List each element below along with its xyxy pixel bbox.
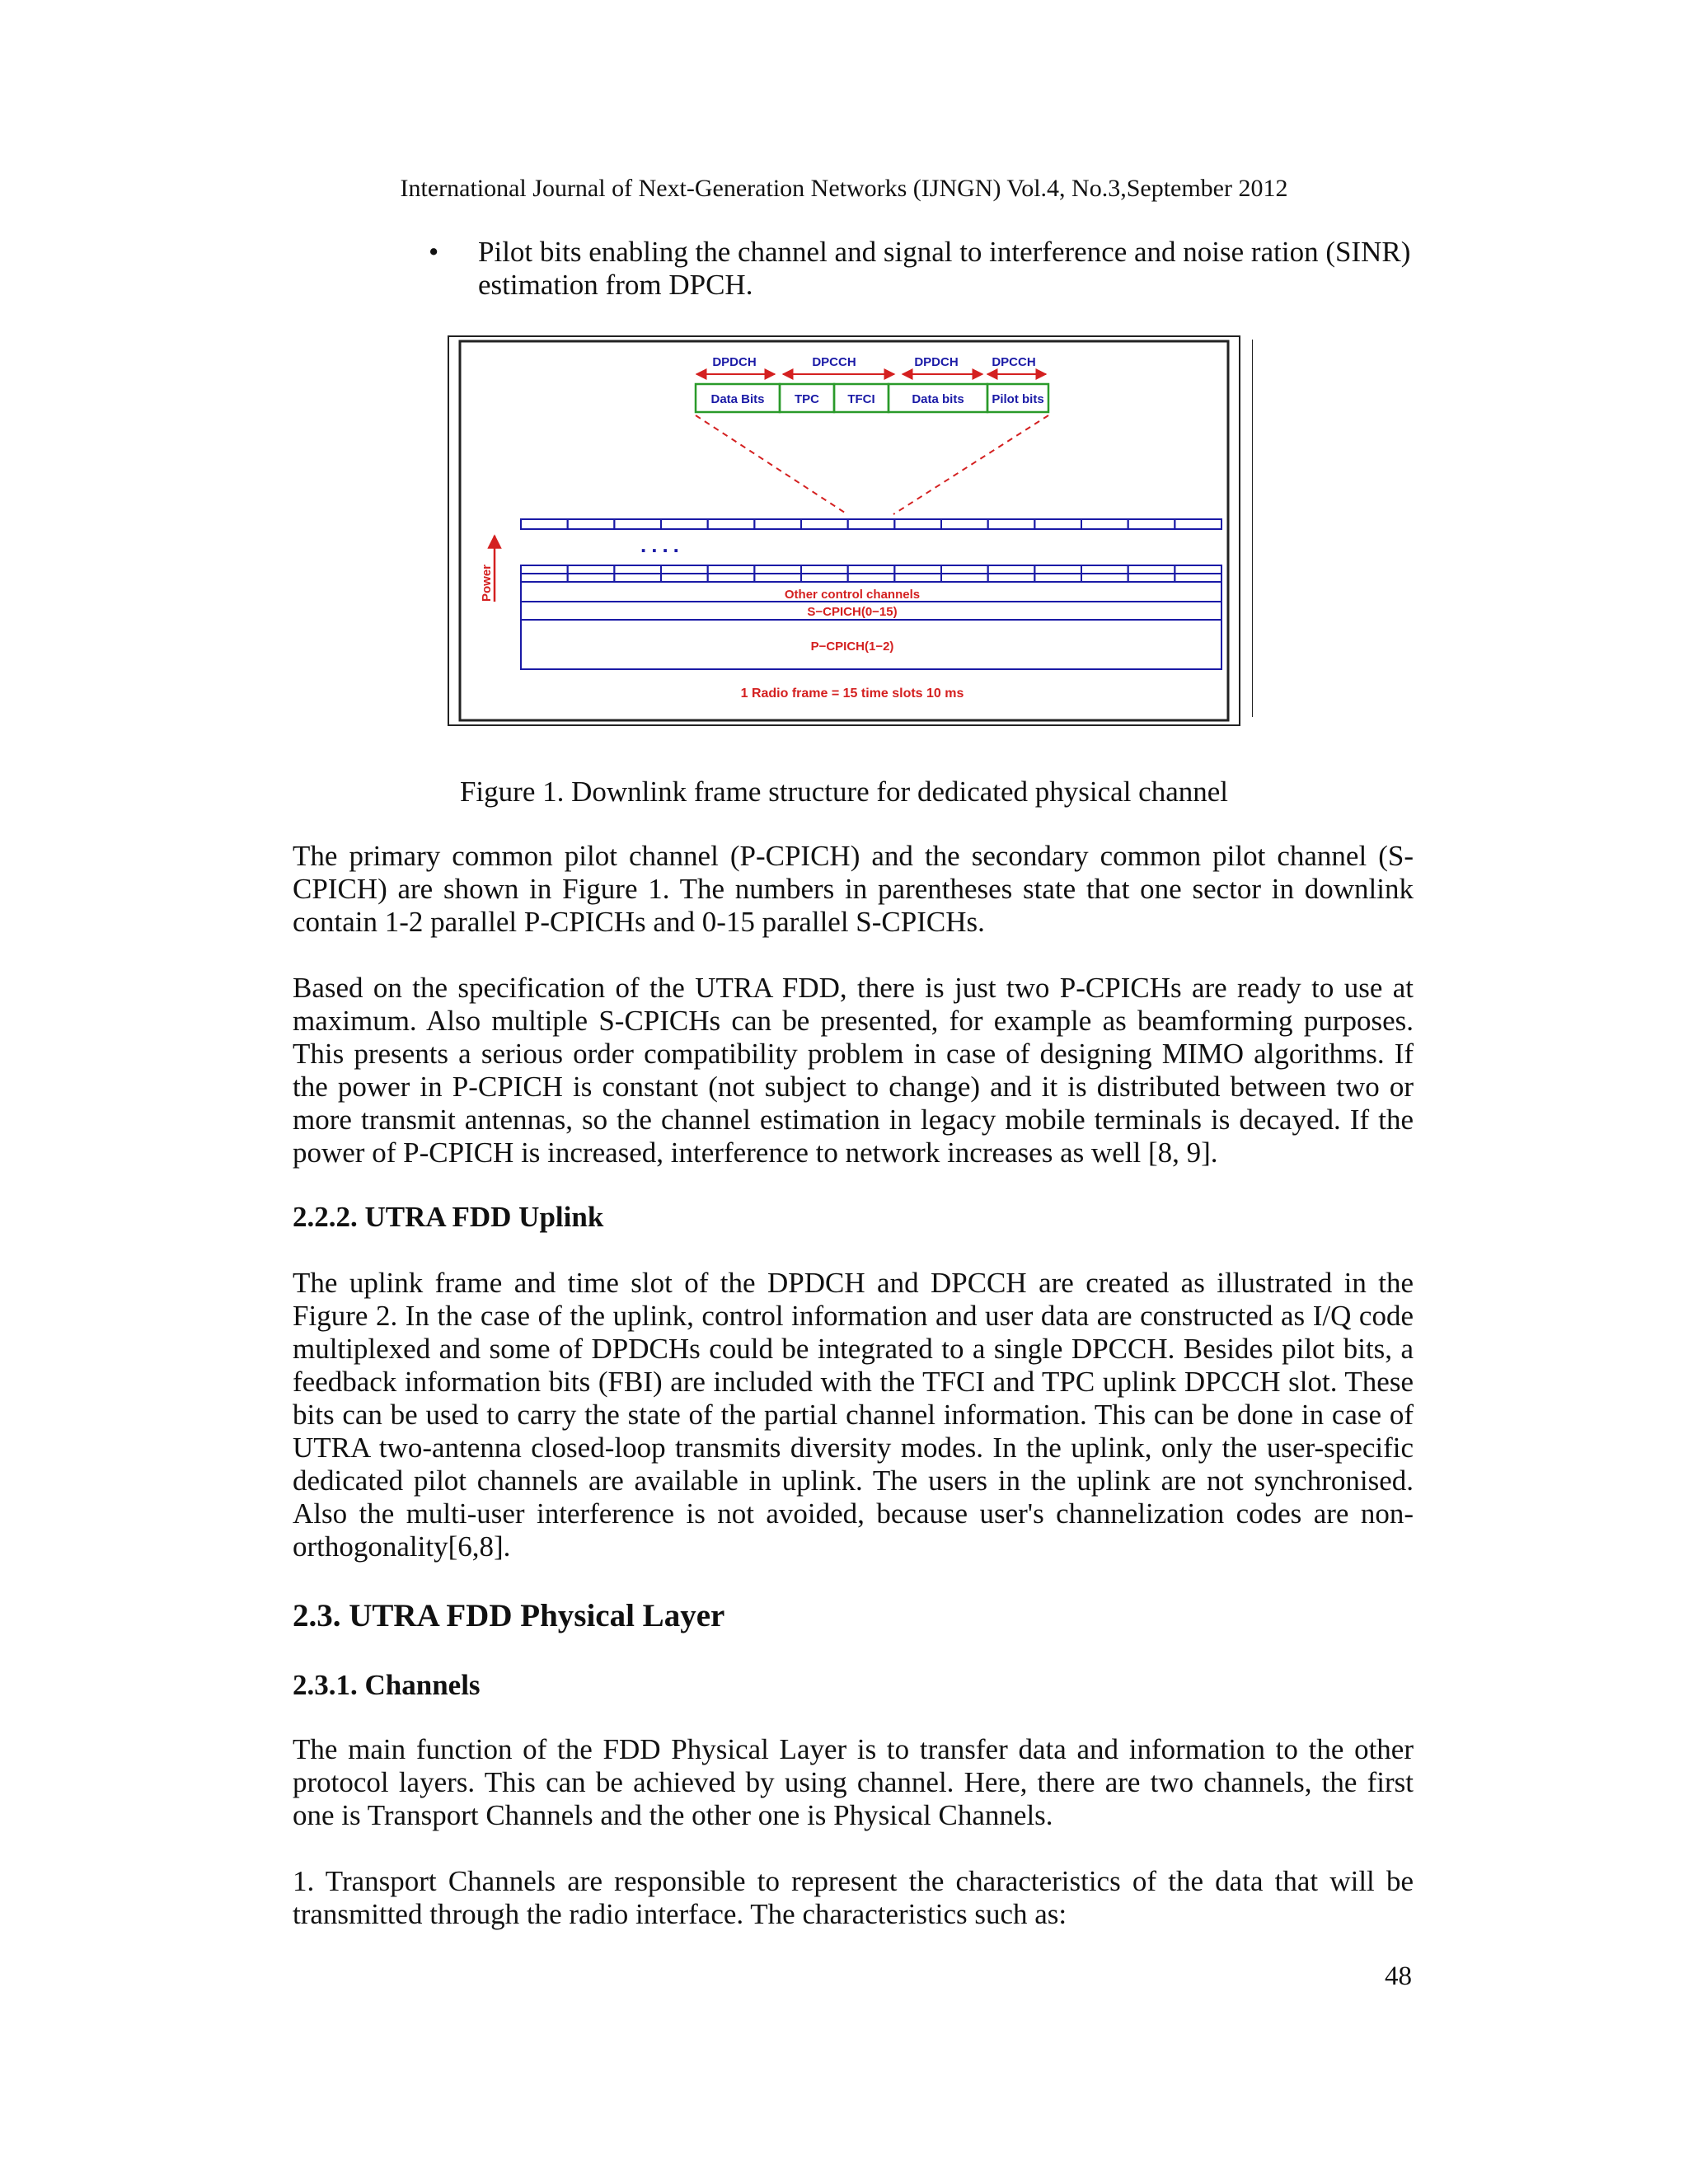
control-timeslot — [1128, 565, 1175, 574]
control-timeslot — [1081, 565, 1128, 574]
control-timeslot — [801, 574, 848, 582]
control-timeslot — [848, 574, 895, 582]
control-timeslot — [801, 565, 848, 574]
control-timeslot — [614, 565, 661, 574]
radio-frame-label: 1 Radio frame = 15 time slots 10 ms — [740, 687, 964, 701]
dpch-timeslot — [661, 519, 708, 529]
control-timeslot — [894, 565, 941, 574]
pcpich-label: P−CPICH(1−2) — [810, 640, 894, 654]
control-timeslot — [1034, 565, 1081, 574]
control-timeslot — [1128, 574, 1175, 582]
dpch-timeslot — [848, 519, 895, 529]
paragraph-physical-layer: The main function of the FDD Physical Layer is to transfer data and information to the other protocol layers. This can be achieved by using channel. Here, there are two channels, the first one is Transport Channels and the other one is Physical Channels. — [293, 1733, 1414, 1831]
dpch-timeslot — [988, 519, 1035, 529]
figure-inner-frame — [460, 341, 1228, 720]
control-timeslot — [941, 574, 988, 582]
control-timeslot — [661, 574, 708, 582]
control-timeslot — [614, 574, 661, 582]
label-dpdch-2: DPDCH — [914, 355, 959, 369]
control-timeslot — [568, 565, 615, 574]
other-control-label: Other control channels — [784, 588, 921, 602]
paragraph-uplink: The uplink frame and time slot of the DPDCH and DPCCH are created as illustrated in the Figure 2. In the case of the uplink, control information and user data are constructed as I/Q code multiplexed and some of DPDCHs could be integrated to a single DPCCH. Besides pilot bits, a feedback information bits (FBI) are included with the TFCI and TPC uplink DPCCH slot. These bits can be used to carry the state of the partial channel information. This can be done in case of UTRA two-antenna closed-loop transmits diversity modes. In the uplink, only the user-specific dedicated pilot channels are available in uplink. The users in the uplink are not synchronised. Also the multi-user interference is not avoided, because user's channelization codes are non-orthogonality[6,8]. — [293, 1267, 1414, 1563]
downlink-frame-figure — [445, 330, 1253, 733]
control-timeslot — [894, 574, 941, 582]
control-timeslot — [754, 574, 801, 582]
dpch-timeslot — [1034, 519, 1081, 529]
label-dpcch-1: DPCCH — [812, 355, 856, 369]
page-number: 48 — [1385, 1961, 1412, 1991]
figure-outer-frame — [448, 336, 1240, 725]
dpch-timeslot-bar — [521, 519, 1221, 529]
control-timeslot — [1175, 565, 1221, 574]
journal-header: International Journal of Next-Generation Networks (IJNGN) Vol.4, No.3,September 2012 — [400, 175, 1288, 202]
field-tfci: TFCI — [847, 392, 875, 406]
control-timeslot — [848, 565, 895, 574]
control-timeslot — [1081, 574, 1128, 582]
control-timeslot — [1175, 574, 1221, 582]
control-timeslot — [521, 565, 568, 574]
dpch-timeslot — [754, 519, 801, 529]
field-tpc: TPC — [795, 392, 819, 406]
control-timeslot-bar — [521, 565, 1221, 582]
control-timeslot — [754, 565, 801, 574]
label-dpcch-2: DPCCH — [992, 355, 1036, 369]
section-heading-channels: 2.3.1. Channels — [293, 1669, 481, 1701]
dpch-timeslot — [568, 519, 615, 529]
section-heading-uplink: 2.2.2. UTRA FDD Uplink — [293, 1201, 604, 1233]
control-timeslot — [988, 574, 1035, 582]
dpch-timeslot — [614, 519, 661, 529]
bullet-text: Pilot bits enabling the channel and signal to interference and noise ration (SINR) estimation from DPCH. — [478, 236, 1411, 301]
field-data-bits: Data Bits — [710, 392, 765, 406]
control-timeslot — [521, 574, 568, 582]
paragraph-pcpich: The primary common pilot channel (P-CPICH) and the secondary common pilot channel (S-CPICH) are shown in Figure 1. The numbers in parentheses state that one sector in downlink contain 1-2 parallel P-CPICHs and 0-15 parallel S-CPICHs. — [293, 840, 1414, 938]
control-timeslot — [708, 565, 755, 574]
channel-ellipsis: .... — [640, 532, 684, 557]
control-timeslot — [988, 565, 1035, 574]
dpch-timeslot — [708, 519, 755, 529]
control-timeslot — [708, 574, 755, 582]
power-label: Power — [480, 564, 494, 602]
bullet-symbol: • — [429, 236, 439, 268]
scpich-label: S−CPICH(0−15) — [807, 605, 898, 619]
control-timeslot — [941, 565, 988, 574]
control-timeslot — [661, 565, 708, 574]
field-data-bits-2: Data bits — [912, 392, 964, 406]
section-heading-physical-layer: 2.3. UTRA FDD Physical Layer — [293, 1598, 725, 1633]
dpch-timeslot — [894, 519, 941, 529]
dpch-timeslot — [1128, 519, 1175, 529]
dpch-timeslot — [1175, 519, 1221, 529]
control-timeslot — [568, 574, 615, 582]
zoom-line-left — [696, 415, 847, 514]
dpch-timeslot — [801, 519, 848, 529]
figure-caption: Figure 1. Downlink frame structure for dedicated physical channel — [459, 776, 1229, 808]
field-pilot-bits: Pilot bits — [992, 392, 1044, 406]
dpch-timeslot — [521, 519, 568, 529]
paragraph-transport-channels: 1. Transport Channels are responsible to represent the characteristics of the data that will be transmitted through the radio interface. The characteristics such as: — [293, 1865, 1414, 1930]
paragraph-spec: Based on the specification of the UTRA FDD, there is just two P-CPICHs are ready to use at maximum. Also multiple S-CPICHs can be presented, for example as beamforming purposes. This presents a serious order compatibility problem in case of designing MIMO algorithms. If the power in P-CPICH is constant (not subject to change) and it is distributed between two or more transmit antennas, so the channel estimation in legacy mobile terminals is decayed. If the power of P-CPICH is increased, interference to network increases as well [8, 9]. — [293, 972, 1414, 1169]
control-timeslot — [1034, 574, 1081, 582]
zoom-line-right — [893, 415, 1048, 514]
label-dpdch-1: DPDCH — [712, 355, 757, 369]
dpch-timeslot — [1081, 519, 1128, 529]
dpch-timeslot — [941, 519, 988, 529]
